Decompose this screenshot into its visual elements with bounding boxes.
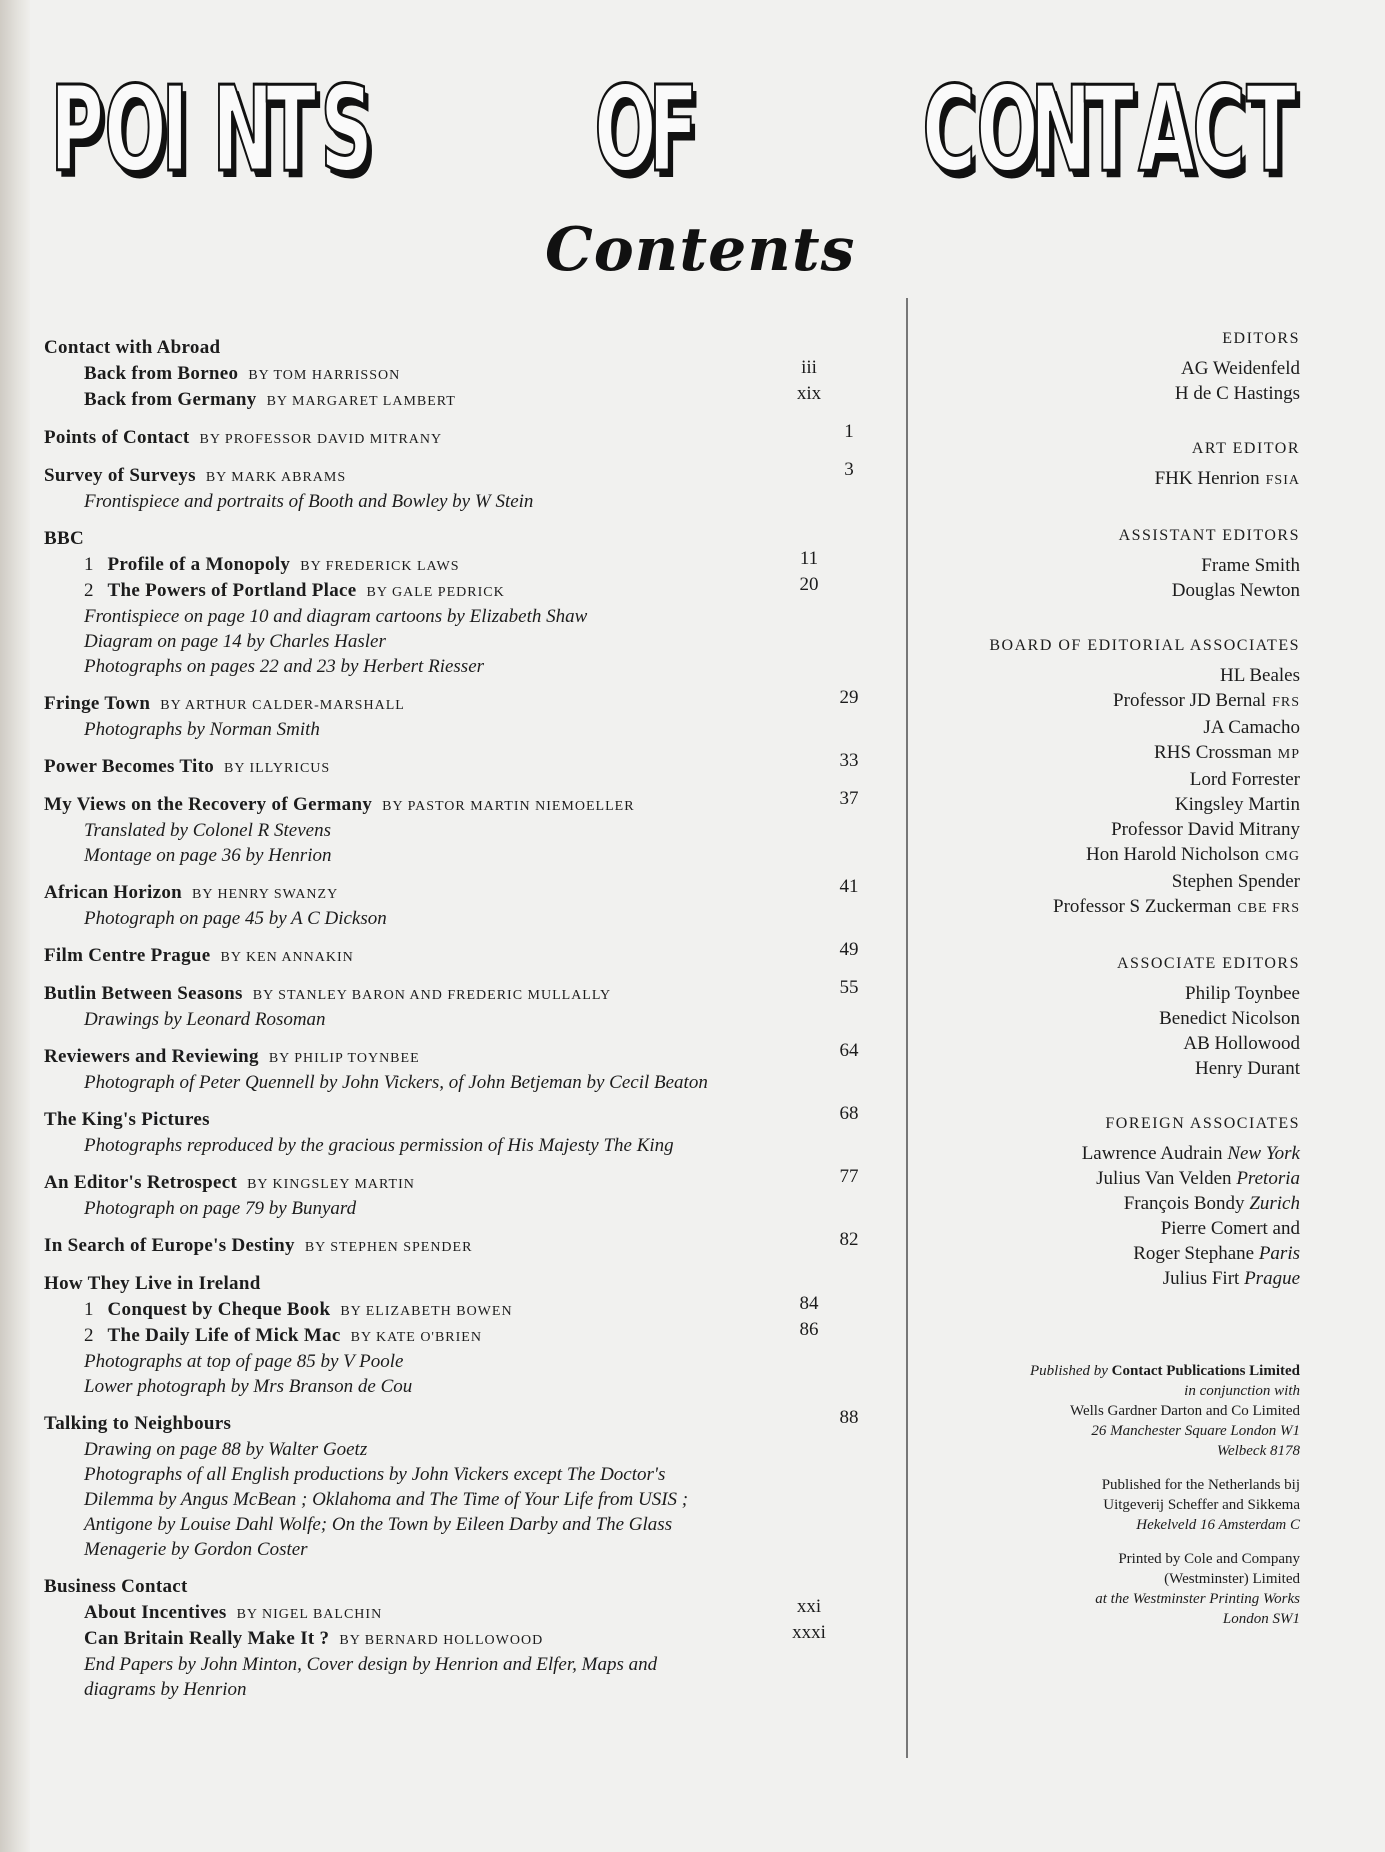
person-honours: FRS [1272,695,1300,710]
toc-sub-entry [44,1596,854,1626]
staff-name [940,1166,1300,1191]
sub-entry-author: BY KATE O'BRIEN [350,1330,482,1345]
printer-works: at the Westminster Printing Works [1095,1591,1300,1607]
toc-entry [44,1574,854,1702]
publisher-conjunction: in conjunction with [1184,1383,1300,1399]
toc-entry-heading [44,1040,859,1070]
staff-name [940,578,1300,603]
staff-group-heading: ASSISTANT EDITORS [1118,527,1300,544]
toc-entry-heading [44,788,859,818]
staff-group [940,330,1300,406]
toc-entry [44,687,859,742]
masthead-letter: T [266,60,317,198]
staff-group-heading: FOREIGN ASSOCIATES [1105,1115,1300,1132]
page-number: 82 [839,1229,859,1250]
toc-sub-entry [44,1622,854,1652]
person-name: AG Weidenfeld [1181,358,1300,379]
entry-title: Fringe Town [44,693,151,714]
toc-entry [44,459,854,514]
staff-group [940,527,1300,603]
page-number: xix [796,383,822,404]
credit-note: Menagerie by Gordon Coster [84,1539,308,1560]
sub-entry-title: The Powers of Portland Place [107,580,357,601]
toc-entry-heading [44,750,859,780]
page-number: 64 [839,1040,859,1061]
page-number: 41 [839,876,859,897]
page-number: 33 [839,750,859,771]
sub-entry-title: The Daily Life of Mick Mac [107,1325,341,1346]
toc-entry [44,1040,859,1095]
toc-entry [44,977,859,1032]
entry-author: BY STANLEY BARON AND FREDERIC MULLALLY [252,988,612,1003]
entry-author: BY MARK ABRAMS [205,470,347,485]
masthead-letter: S [320,60,373,198]
staff-name [940,869,1300,894]
masthead-letter: O [976,60,1039,198]
page-number: xxi [796,1596,822,1617]
entry-title: Contact with Abroad [44,337,221,358]
page-number: 37 [839,788,859,809]
entry-title: Film Centre Prague [44,945,211,966]
masthead-letter: P [50,60,104,198]
staff-name [940,740,1300,767]
sub-entry-author: BY MARGARET LAMBERT [266,394,456,409]
masthead-letter: N [212,60,274,198]
toc-entry [44,1166,859,1221]
toc-entry [44,939,859,969]
staff-name [940,1031,1300,1056]
sub-entry-title: Back from Borneo [84,363,239,384]
entry-title: Power Becomes Tito [44,756,215,777]
entry-author: BY STEPHEN SPENDER [304,1240,473,1255]
toc-entry-heading [44,421,854,451]
printer-name: (Westminster) Limited [1164,1571,1300,1587]
toc-entry-heading [44,1166,859,1196]
sub-entry-title: Profile of a Monopoly [107,554,291,575]
co-publisher: Wells Gardner Darton and Co Limited [1070,1403,1300,1419]
person-name: Roger Stephane [1133,1243,1255,1264]
staff-name [940,466,1300,493]
credit-note: Montage on page 36 by Henrion [84,845,332,866]
netherlands-line: Published for the Netherlands bij [1101,1477,1300,1493]
person-name: Lord Forrester [1189,769,1300,790]
staff-group [940,637,1300,921]
staff-name [940,1056,1300,1081]
staff-name [940,553,1300,578]
column-divider [906,298,908,1758]
entry-title: Survey of Surveys [44,465,196,486]
credit-note: Diagram on page 14 by Charles Hasler [84,631,386,652]
sub-entry-number: 2 [84,580,94,601]
page-number: xxxi [792,1622,826,1643]
credit-note: diagrams by Henrion [84,1679,247,1700]
entry-title: Butlin Between Seasons [44,983,243,1004]
page-number: 84 [799,1293,819,1314]
toc-entry-heading [44,459,854,489]
credit-note: Photograph on page 79 by Bunyard [84,1198,357,1219]
page-number: 1 [844,421,854,442]
credit-note: Photographs on pages 22 and 23 by Herbert Riesser [84,656,485,677]
person-city: New York [1227,1143,1300,1164]
staff-name [940,663,1300,688]
toc-entry [44,1229,859,1259]
page-number: iii [801,357,817,378]
person-name: RHS Crossman [1154,742,1272,763]
staff-name [940,792,1300,817]
credit-note: Photograph of Peter Quennell by John Vickers, of John Betjeman by Cecil Beaton [84,1072,708,1093]
toc-entry-heading [44,1271,854,1297]
masthead-letter: T [1084,60,1135,198]
masthead-letter: N [1030,60,1092,198]
masthead-word [912,60,1297,198]
sub-entry-number: 2 [84,1325,94,1346]
masthead-letter: T [1246,60,1297,198]
staff-name [940,688,1300,715]
page-number: 3 [844,459,854,480]
masthead-letter: O [104,60,167,198]
toc-entry [44,421,854,451]
toc-sub-entry [44,383,854,413]
staff-group [940,1115,1300,1291]
credit-note: Drawing on page 88 by Walter Goetz [84,1439,368,1460]
page-number: 55 [839,977,859,998]
entry-title: The King's Pictures [44,1109,210,1130]
staff-name [940,1191,1300,1216]
credit-note: Photographs at top of page 85 by V Poole [84,1351,404,1372]
credit-note: Antigone by Louise Dahl Wolfe; On the Town by Eileen Darby and The Glass [84,1514,673,1535]
person-name: Julius Firt [1162,1268,1240,1289]
sub-entry-title: About Incentives [84,1602,227,1623]
sub-entry-author: BY TOM HARRISSON [248,368,401,383]
masthead-word [40,60,373,198]
publisher-name: Contact Publications Limited [1111,1363,1300,1379]
staff-name [940,1266,1300,1291]
entry-title: An Editor's Retrospect [44,1172,238,1193]
toc-sub-entry [44,548,854,578]
netherlands-address: Hekelveld 16 Amsterdam C [1136,1517,1300,1533]
entry-author: BY HENRY SWANZY [192,887,339,902]
person-honours: CMG [1265,849,1300,864]
credit-note: Dilemma by Angus McBean ; Oklahoma and The Time of Your Life from USIS ; [84,1489,689,1510]
published-by-label: Published by [1030,1363,1108,1379]
toc-entry-heading [44,939,859,969]
masthead-letter: C [1192,60,1246,198]
entry-author: BY ARTHUR CALDER-MARSHALL [160,698,405,713]
person-name: FHK Henrion [1154,468,1260,489]
toc-entry-heading [44,335,854,361]
credit-note: Drawings by Leonard Rosoman [84,1009,326,1030]
staff-name [940,1141,1300,1166]
sub-entry-author: BY BERNARD HOLLOWOOD [339,1633,544,1648]
sub-entry-title: Conquest by Cheque Book [107,1299,331,1320]
person-name: François Bondy [1123,1193,1245,1214]
sub-entry-number: 1 [84,1299,94,1320]
person-name: Kingsley Martin [1174,794,1300,815]
credit-note: Photographs by Norman Smith [84,719,320,740]
page-number: 29 [839,687,859,708]
staff-group-heading: ART EDITOR [1191,440,1300,457]
staff-group [940,955,1300,1081]
staff-group-heading: EDITORS [1222,330,1300,347]
person-name: Hon Harold Nicholson [1086,844,1260,865]
masthead-letter: C [922,60,976,198]
page-number: 20 [799,574,819,595]
toc-entry [44,1407,859,1562]
entry-author: BY KEN ANNAKIN [220,950,354,965]
masthead-letter: O [594,60,657,198]
sub-entry-title: Can Britain Really Make It ? [84,1628,330,1649]
person-honours: CBE FRS [1237,901,1300,916]
credit-note: Photograph on page 45 by A C Dickson [84,908,387,929]
person-name: Philip Toynbee [1185,983,1300,1004]
credit-note: Frontispiece on page 10 and diagram cartoons by Elizabeth Shaw [84,606,588,627]
person-city: Paris [1258,1243,1300,1264]
entry-title: Talking to Neighbours [44,1413,232,1434]
entry-author: BY KINGSLEY MARTIN [247,1177,415,1192]
sub-entry-title: Back from Germany [84,389,257,410]
toc-entry [44,526,854,679]
staff-name [940,715,1300,740]
credit-note: Translated by Colonel R Stevens [84,820,331,841]
toc-entry [44,335,854,413]
entry-title: Reviewers and Reviewing [44,1046,259,1067]
person-city: Zurich [1249,1193,1300,1214]
page-number: 49 [839,939,859,960]
credit-note: Photographs reproduced by the gracious permission of His Majesty The King [84,1135,674,1156]
printer-city: London SW1 [1222,1611,1300,1627]
toc-entry [44,876,859,931]
toc-entry-heading [44,876,859,906]
toc-sub-entry [44,1293,854,1323]
staff-name [940,767,1300,792]
entry-title: BBC [44,528,84,549]
entry-title: Business Contact [44,1576,188,1597]
toc-entry-heading [44,977,859,1007]
toc-entry-heading [44,1407,859,1437]
entry-title: My Views on the Recovery of Germany [44,794,373,815]
staff-group [940,440,1300,493]
toc-entry-heading [44,1574,854,1600]
sub-entry-author: BY FREDERICK LAWS [300,559,460,574]
entry-author: BY PASTOR MARTIN NIEMOELLER [382,799,635,814]
masthead-letter: A [1138,60,1195,198]
person-honours: FSIA [1265,473,1300,488]
credit-note: Photographs of all English productions by John Vickers except The Doctor's [84,1464,666,1485]
toc-entry [44,1271,854,1399]
sub-entry-author: BY NIGEL BALCHIN [236,1607,383,1622]
person-city: Prague [1244,1268,1300,1289]
staff-group-heading: BOARD OF EDITORIAL ASSOCIATES [989,637,1300,654]
person-city: Pretoria [1236,1168,1300,1189]
toc-entry [44,750,859,780]
page-number: 68 [839,1103,859,1124]
page-number: 86 [799,1319,819,1340]
publisher-phone: Welbeck 8178 [1216,1443,1300,1459]
person-name: Professor David Mitrany [1111,819,1300,840]
masthead-word [584,60,699,198]
page-number: 11 [799,548,819,569]
person-honours: MP [1277,747,1300,762]
person-name: HL Beales [1219,665,1300,686]
sub-entry-author: BY GALE PEDRICK [366,585,505,600]
credit-note: End Papers by John Minton, Cover design by Henrion and Elfer, Maps and [84,1654,658,1675]
toc-sub-entry [44,357,854,387]
entry-title: How They Live in Ireland [44,1273,261,1294]
toc-sub-entry [44,574,854,604]
toc-entry [44,1103,859,1158]
editorial-sidebar [940,330,1300,1643]
toc-sub-entry [44,1319,854,1349]
staff-name [940,817,1300,842]
entry-author: BY PHILIP TOYNBEE [268,1051,420,1066]
entry-author: BY PROFESSOR DAVID MITRANY [199,432,443,447]
person-name: Julius Van Velden [1096,1168,1232,1189]
credit-note: Frontispiece and portraits of Booth and Bowley by W Stein [84,491,534,512]
person-name: Frame Smith [1201,555,1300,576]
toc-entry-heading [44,1229,859,1259]
entry-author: BY ILLYRICUS [224,761,331,776]
book-spine-shadow [0,0,30,1852]
toc-entry-heading [44,526,854,552]
publisher-info [940,1361,1300,1629]
person-name: Henry Durant [1195,1058,1300,1079]
entry-title: In Search of Europe's Destiny [44,1235,295,1256]
person-name: Stephen Spender [1171,871,1300,892]
publisher-address: 26 Manchester Square London W1 [1091,1423,1300,1439]
toc-entry-heading [44,1103,859,1133]
person-name: JA Camacho [1203,717,1300,738]
toc-entry [44,788,859,868]
staff-name [940,842,1300,869]
credit-note: Lower photograph by Mrs Branson de Cou [84,1376,413,1397]
person-name: Professor S Zuckerman [1053,896,1232,917]
person-name: H de C Hastings [1174,383,1300,404]
staff-group-heading: ASSOCIATE EDITORS [1117,955,1300,972]
person-name: Benedict Nicolson [1159,1008,1300,1029]
person-name: Professor JD Bernal [1113,690,1267,711]
staff-name [940,356,1300,381]
printer-line: Printed by Cole and Company [1118,1551,1300,1567]
staff-name [940,894,1300,921]
staff-name [940,1216,1300,1241]
staff-name [940,1241,1300,1266]
person-name: AB Hollowood [1183,1033,1300,1054]
masthead-letter: F [648,60,699,198]
sub-entry-number: 1 [84,554,94,575]
staff-name [940,381,1300,406]
entry-title: African Horizon [44,882,183,903]
masthead-letter: I [161,60,189,198]
netherlands-publisher: Uitgeverij Scheffer and Sikkema [1103,1497,1300,1513]
staff-name [940,1006,1300,1031]
staff-name [940,981,1300,1006]
contents-heading: Contents [545,215,856,285]
sub-entry-author: BY ELIZABETH BOWEN [340,1304,513,1319]
masthead-title [40,60,1297,198]
person-name: Pierre Comert and [1160,1218,1300,1239]
table-of-contents [44,335,859,1714]
toc-entry-heading [44,687,859,717]
person-name: Lawrence Audrain [1081,1143,1223,1164]
person-name: Douglas Newton [1171,580,1300,601]
page-number: 88 [839,1407,859,1428]
page-number: 77 [839,1166,859,1187]
entry-title: Points of Contact [44,427,190,448]
